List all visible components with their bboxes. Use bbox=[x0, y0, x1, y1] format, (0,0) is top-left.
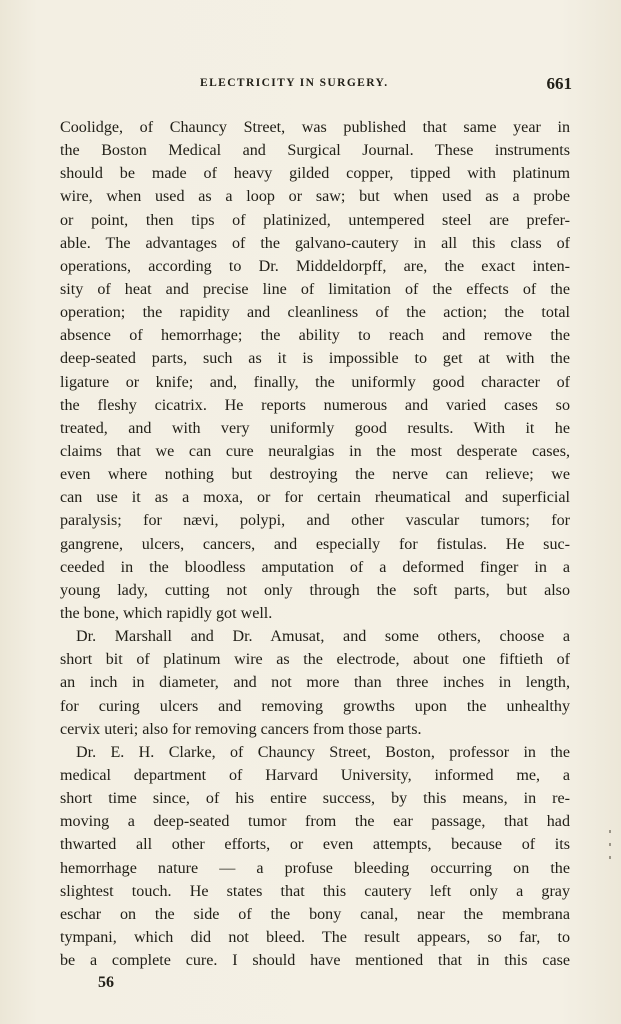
text-line: treated, and with very uniformly good results. With it he bbox=[60, 419, 570, 437]
text-line: able. The advantages of the galvano-cautery in all this class of bbox=[60, 234, 570, 252]
text-line: the bone, which rapidly got well. bbox=[60, 604, 273, 622]
text-line: young lady, cutting not only through the soft parts, but also bbox=[60, 581, 570, 599]
text-line: cervix uteri; also for removing cancers from those parts. bbox=[60, 720, 422, 738]
text-line: claims that we can cure neuralgias in the most desperate cases, bbox=[60, 442, 570, 460]
text-line: medical department of Harvard University, informed me, a bbox=[60, 766, 570, 784]
text-line: ligature or knife; and, finally, the uniformly good character of bbox=[60, 373, 570, 391]
text-line: gangrene, ulcers, cancers, and especially for fistulas. He suc- bbox=[60, 535, 570, 553]
speck bbox=[609, 843, 611, 846]
text-line: even where nothing but destroying the nerve can relieve; we bbox=[60, 466, 570, 484]
body-text bbox=[60, 116, 570, 972]
text-line: operations, according to Dr. Middeldorpff, are, the exact inten- bbox=[60, 257, 570, 275]
text-line: can use it as a moxa, or for certain rheumatical and superficial bbox=[60, 489, 570, 507]
text-line: Coolidge, of Chauncy Street, was published that same year in bbox=[60, 119, 570, 136]
text-line: sity of heat and precise line of limitation of the effects of the bbox=[60, 280, 570, 298]
text-line: paralysis; for nævi, polypi, and other vascular tumors; for bbox=[60, 512, 570, 530]
text-line: be a complete cure. I should have mentioned that in this case bbox=[60, 952, 570, 970]
text-line: slightest touch. He states that this cautery left only a gray bbox=[60, 882, 570, 900]
speck bbox=[609, 830, 611, 833]
text-line: or point, then tips of platinized, untempered steel are prefer- bbox=[60, 211, 570, 229]
text-line: short bit of platinum wire as the electrode, about one fiftieth of bbox=[60, 651, 570, 669]
running-title: ELECTRICITY IN SURGERY. bbox=[200, 77, 389, 89]
text-line: tympani, which did not bleed. The result appears, so far, to bbox=[60, 928, 570, 946]
text-line: thwarted all other efforts, or even attempts, because of its bbox=[60, 836, 570, 854]
text-line: the fleshy cicatrix. He reports numerous and varied cases so bbox=[60, 396, 570, 414]
text-line: moving a deep-seated tumor from the ear passage, that had bbox=[60, 813, 570, 831]
text-line: operation; the rapidity and cleanliness of the action; the total bbox=[60, 304, 570, 322]
signature-mark: 56 bbox=[98, 974, 114, 991]
page-edge-specks bbox=[603, 820, 615, 880]
text-line: ceeded in the bloodless amputation of a deformed finger in a bbox=[60, 558, 570, 576]
text-line: Dr. Marshall and Dr. Amusat, and some others, choose a bbox=[76, 628, 570, 646]
text-line: absence of hemorrhage; the ability to reach and remove the bbox=[60, 327, 570, 345]
text-line: for curing ulcers and removing growths upon the unhealthy bbox=[60, 697, 570, 715]
text-line: hemorrhage nature — a profuse bleeding occurring on the bbox=[60, 859, 570, 877]
text-line: eschar on the side of the bony canal, near the membrana bbox=[60, 905, 570, 923]
page-number: 661 bbox=[546, 74, 572, 93]
speck bbox=[609, 856, 611, 859]
text-line: short time since, of his entire success, by this means, in re- bbox=[60, 790, 570, 808]
text-line: the Boston Medical and Surgical Journal. These instruments bbox=[60, 142, 570, 160]
text-line: Dr. E. H. Clarke, of Chauncy Street, Boston, professor in the bbox=[76, 743, 570, 761]
text-line: wire, when used as a loop or saw; but when used as a probe bbox=[60, 188, 570, 206]
running-head bbox=[60, 74, 572, 96]
text-line: deep-seated parts, such as it is impossible to get at with the bbox=[60, 350, 570, 368]
text-line: should be made of heavy gilded copper, tipped with platinum bbox=[60, 165, 570, 183]
text-line: an inch in diameter, and not more than three inches in length, bbox=[60, 674, 570, 692]
